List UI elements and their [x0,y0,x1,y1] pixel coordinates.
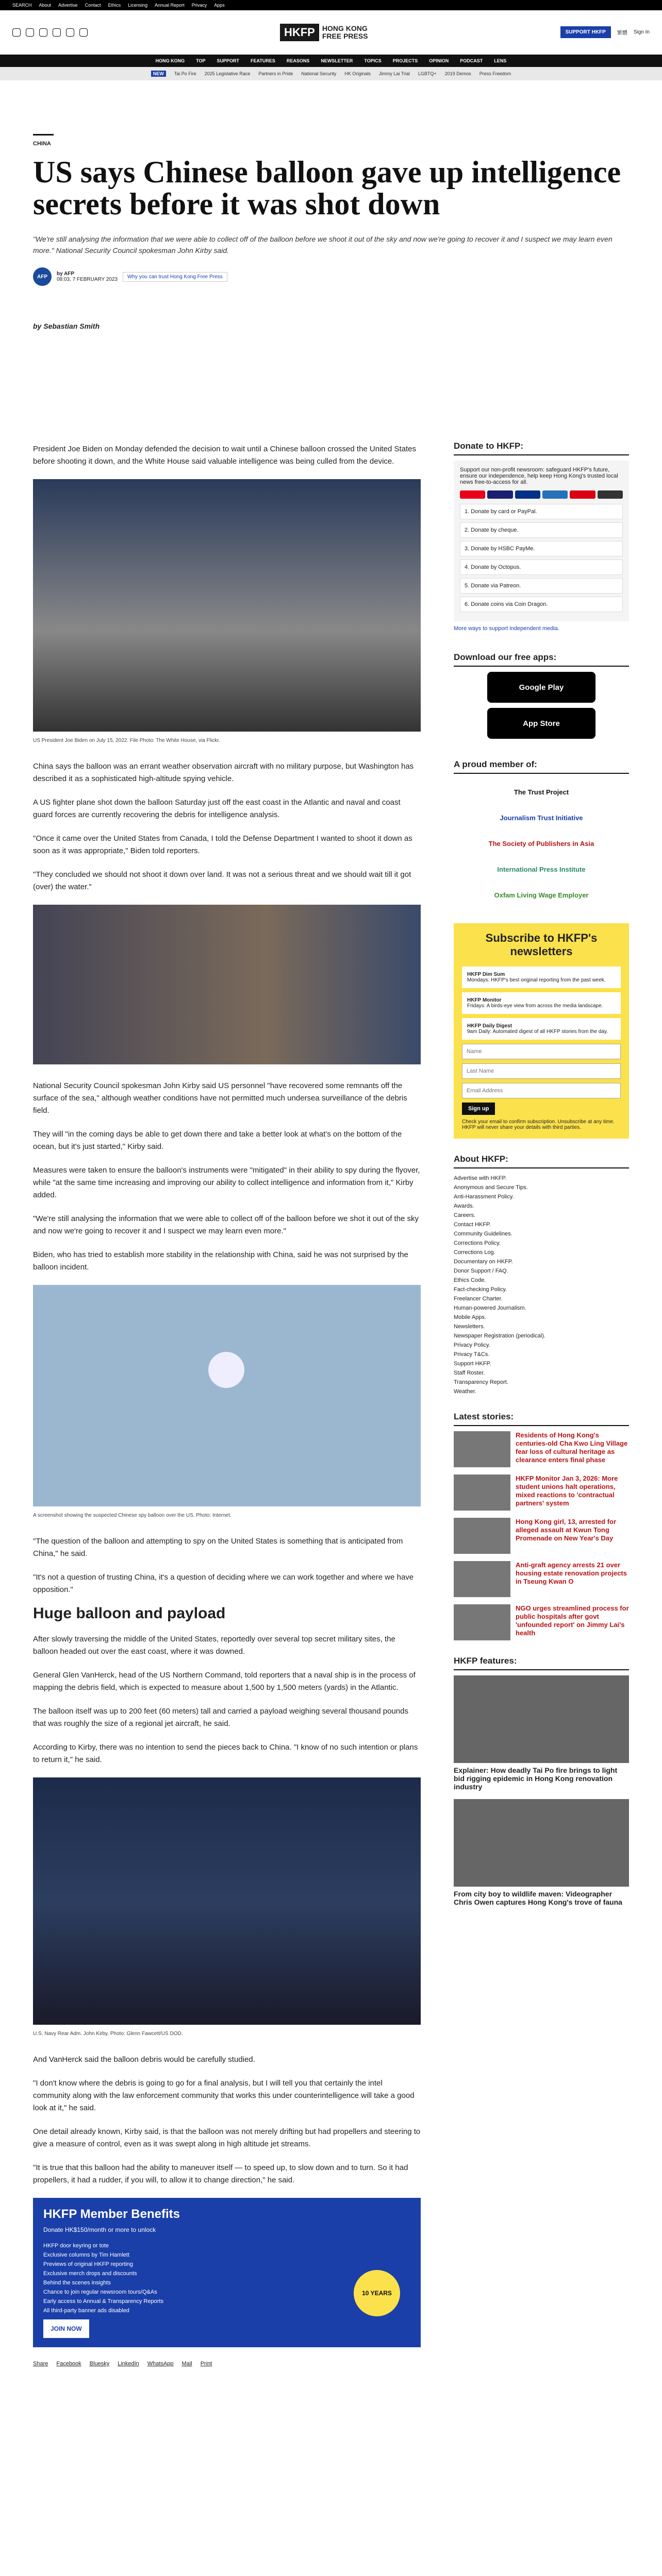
agency-avatar: AFP [33,267,52,286]
paypal-icon [515,490,540,499]
member-logo[interactable]: The Trust Project [514,788,569,796]
nav-item[interactable]: SUPPORT [217,58,240,63]
support-button[interactable]: SUPPORT HKFP [560,26,611,38]
sub-nav-item[interactable]: 2019 Demos [444,71,471,76]
google-play-button[interactable]: Google Play [487,672,595,703]
sub-nav-item[interactable]: Jimmy Lai Trial [378,71,410,76]
x-icon[interactable] [26,28,34,37]
latest-story[interactable]: Anti-graft agency arrests 21 over housing estate renovation projects in Tseung Kwan O [454,1561,629,1597]
anniversary-badge: 10 YEARS [354,2270,400,2316]
signin-link[interactable]: Sign In [633,29,650,35]
amex-icon [542,490,568,499]
donate-option[interactable]: 2. Donate by cheque. [460,522,623,538]
video-player[interactable] [33,905,421,1064]
share-print[interactable]: Print [200,2361,212,2367]
top-link[interactable]: Licensing [128,3,148,8]
sub-nav [0,67,662,80]
article-meta: AFP by AFP 08:03, 7 FEBRUARY 2023 Why you can trust Hong Kong Free Press [33,267,631,286]
main-nav [0,55,662,67]
site-header [0,10,662,55]
sub-nav-item[interactable]: Press Freedom [479,71,511,76]
nav-item[interactable]: HONG KONG [155,58,185,63]
sub-nav-item[interactable]: HK Originals [344,71,371,76]
payme-icon [570,490,595,499]
latest-story[interactable]: HKFP Monitor Jan 3, 2026: More student unions halt operations, mixed reactions to 'contractual partners' system [454,1475,629,1511]
donate-heading: Donate to HKFP: [454,441,629,455]
top-link[interactable]: Advertise [58,3,78,8]
visa-icon [487,490,512,499]
nav-item[interactable]: OPINION [429,58,449,63]
mail-icon[interactable] [66,28,74,37]
share-mail[interactable]: Mail [181,2361,192,2367]
article-header [33,134,631,330]
nav-item[interactable]: PROJECTS [392,58,418,63]
newsletter-option[interactable]: HKFP Monitor Fridays: A birds-eye view from across the media landscape. [462,992,621,1014]
latest-story[interactable]: NGO urges streamlined process for public hospitals after govt 'unfounded report' on Jimmy Lai's health [454,1604,629,1640]
member-benefits-promo[interactable]: HKFP Member Benefits Donate HK$150/month or more to unlock HKFP door keyring or tote Exclusive columns by Tim Hamlett Previews of original HKFP reporting Exclusive merch drops and discounts Behind the scenes insights Chance to join regular newsroom tours/Q&As Early access to Annual & Transparency Reports All third-party banner ads disabled JOIN NOW 10 YEARS [33,2198,421,2347]
sub-nav-item[interactable]: Tai Po Fire [174,71,196,76]
new-badge: NEW [151,71,166,77]
top-link[interactable]: Ethics [108,3,121,8]
payment-icons [460,490,623,499]
article-lead: "We're still analysing the information that we were able to collect off of the balloon before we shoot it out of the sky and now we're going to recover it and I suspect we may learn even more." National Security Council spokesman John Kirby said. [33,235,613,255]
mastercard-icon [460,490,485,499]
facebook-icon[interactable] [12,28,21,37]
category-label[interactable]: CHINA [33,134,54,147]
nav-item[interactable]: PODCAST [460,58,483,63]
latest-story[interactable]: Residents of Hong Kong's centuries-old Cha Kwo Ling Village fear loss of cultural heritage as clearance enters final phase [454,1431,629,1467]
donate-option[interactable]: 4. Donate by Octopus. [460,560,623,575]
nav-item[interactable]: TOPICS [364,58,382,63]
balloon [208,1352,244,1388]
article-body: President Joe Biden on Monday defended the decision to wait until a Chinese balloon crossed the United States before shooting it down, and the White House said valuable intelligence was being culled from the device. US President Joe Biden on July 15, 2022. File Photo: The White House, via Flickr. China says the balloon was an errant weather observation aircraft with no military purpose, but Washington has described it as a sophisticated high-altitude spying vehicle. A US fighter plane shot down the balloon Saturday just off the east coast in the Atlantic and naval and coast guard forces are currently recovering the debris for intelligence analysis. "Once it came over the United States from Canada, I told the Defense Department I wanted to shoot it down as soon as it was appropriate," Biden told reporters. "They concluded we should not shoot it down over land. It was not a serious threat and we should wait till it got (over) the water." National Security Council spokesman John Kirby said US personnel "have recovered some remnants off the surface of the sea," although weather conditions have not permitted much undersea surveillance of the debris field. They will "in the coming days be able to get down there and take a better look at what's on the bottom of the ocean, but it's just started," Kirby said. Measures were taken to ensure the balloon's instruments were "mitigated" in their ability to spy during the flyover, while "at the same time increasing and improving our ability to collect intelligence and information from it," Kirby added. "We're still analysing the information that we were able to collect off of the balloon before we shot it out of the sky and now we're going to recover it and I suspect we may learn even more." Biden, who has tried to establish more stability in the relationship with China, said he was not surprised by the balloon incident. A screenshot showing the suspected Chinese spy balloon over the US. Photo: Internet. "The question of the balloon and attempting to spy on the United States is something that is anticipated from China," he said. "It's not a question of trusting China, it's a question of deciding where we can work together and where we have opposition." Huge balloon and payload After slowly traversing the middle of the United States, reportedly over several top secret military sites, the balloon headed out over the east coast, where it was downed. General Glen VanHerck, head of the US Northern Command, told reporters that a naval ship is in the process of mapping the debris field, which is expected to measure about 1,500 by 1,500 meters (yards) in the Atlantic. The balloon itself was up to 200 feet (60 meters) tall and carried a payload weighing several thousand pounds that was roughly the size of a regional jet aircraft, he said. According to Kirby, there was no intention to send the pieces back to China. "I know of no such intention or plans to return it," he said. U.S. Navy Rear Adm. John Kirby. Photo: Glenn Fawcett/US DOD. And VanHerck said the balloon debris would be carefully studied. "I don't know where the debris is going to go for a final analysis, but I will tell you that certainly the intel community along with the law enforcement community that works this under counterintelligence will take a good look at it," he said. One detail already known, Kirby said, is that the balloon was not merely drifting but had propellers and steering to give a measure of control, even as it was swept along in high altitude jet streams. "It is true that this balloon had the ability to maneuver itself — to speed up, to slow down and to turn. So it had propellers, it had a rudder, if you will, to allow it to change direction," he said. HKFP Member Benefits Donate HK$150/month or more to unlock HKFP door keyring or tote Exclusive columns by Tim Hamlett Previews of original HKFP reporting Exclusive merch drops and discounts Behind the scenes insights Chance to join regular newsroom tours/Q&As Early access to Annual & Transparency Reports All third-party banner ads disabled JOIN NOW 10 YEARS Share Facebook Bluesky LinkedIn WhatsApp Mail Print [33,443,421,2380]
article-title: US says Chinese balloon gave up intelligence secrets before it was shot down [33,155,621,221]
feature-story[interactable]: Explainer: How deadly Tai Po fire brings to light bid rigging epidemic in Hong Kong renovation industry [454,1675,629,1791]
donate-option[interactable]: 1. Donate by card or PayPal. [460,504,623,519]
applepay-icon [598,490,623,499]
kirby-photo [33,1777,421,2025]
nav-item[interactable]: REASONS [286,58,310,63]
nav-item[interactable]: NEWSLETTER [321,58,353,63]
photo-caption: U.S. Navy Rear Adm. John Kirby. Photo: Glenn Fawcett/US DOD. [33,2031,183,2037]
newsletter-option[interactable]: HKFP Dim Sum Mondays: HKFP's best original reporting from the past week. [462,967,621,988]
nav-item[interactable]: LENS [494,58,507,63]
donate-option[interactable]: 5. Donate via Patreon. [460,578,623,594]
latest-story[interactable]: Hong Kong girl, 13, arrested for alleged assault at Kwun Tong Promenade on New Year's Day [454,1518,629,1554]
donate-option[interactable]: 6. Donate coins via Coin Dragon. [460,597,623,612]
top-link[interactable]: Privacy [191,3,207,8]
share-whatsapp[interactable]: WhatsApp [147,2361,174,2367]
share-linkedin[interactable]: LinkedIn [118,2361,139,2367]
nav-item[interactable]: FEATURES [251,58,275,63]
top-link[interactable]: Contact [85,3,101,8]
balloon-photo [33,1285,421,1506]
top-bar [0,0,662,10]
site-logo[interactable]: HKFP HONG KONG FREE PRESS [280,24,368,41]
sub-nav-item[interactable]: Partners in Pride [258,71,293,76]
share-bar: Share Facebook Bluesky LinkedIn WhatsApp Mail Print [33,2358,421,2370]
email-field[interactable] [462,1083,621,1098]
member-logo[interactable]: Journalism Trust Initiative [500,814,583,822]
donate-box: Support our non-profit newsroom: safeguard HKFP's future, ensure our independence, help keep Hong Kong's trusted local news free-to-access for all. 1. Donate by card or PayPal. 2. Donate by cheque. 3. Donate by HSBC PayMe. 4. Donate by Octopus. 5. Donate via Patreon. 6. Donate coins via Coin Dragon. [454,461,629,621]
youtube-icon[interactable] [53,28,61,37]
sub-nav-item[interactable]: National Security [301,71,337,76]
app-store-button[interactable]: App Store [487,708,595,739]
instagram-icon[interactable] [39,28,47,37]
top-link[interactable]: About [39,3,52,8]
photo-caption: US President Joe Biden on July 15, 2022. File Photo: The White House, via Flickr. [33,738,220,743]
sidebar: Donate to HKFP: Support our non-profit newsroom: safeguard HKFP's future, ensure our independence, help keep Hong Kong's trusted local news free-to-access for all. 1. Donate by card or PayPal. 2. Donate by cheque. 3. Donate by HSBC PayMe. 4. Donate by Octopus. 5. Donate via Patreon. 6. Donate coins via Coin Dragon. More ways to support independent media. Download our free apps: Google Play App Store A proud member of: The Trust Project Journalism Trust Initiative The Society of Publishers in Asia International Press Institute Oxfam Living Wage Employer Subscribe to HKFP's newsletters HKFP Dim Sum Mondays: HKFP's best original reporting from the past week. HKFP Monitor Fridays: A birds-eye view from across the media landscape. HKFP Daily Digest 9am Daily: Automated digest of all HKFP stories from the day. Name Last Name Email Address Sign up Check your email to confirm subscription. Unsubscribe at any time. HKFP will never share your details with third parties. About HKFP: Advertise with HKFP. Anonymous and Secure Tips. Anti-Harassment Policy. Awards. Careers. Contact HKFP. Community Guidelines. Corrections Policy. Corrections Log. Documentary on HKFP. Donor Support / FAQ. Ethics Code. Fact-checking Policy. Freelancer Charter. Human-powered Journalism. Mobile Apps. Newsletters. Newspaper Registration (periodical). Privacy Policy. Privacy T&Cs. Support HKFP. Staff Roster. Transparency Report. Weather. Latest stories: Residents of Hong Kong's centuries-old Cha Kwo Ling Village fear loss of cultural heritage as clearance enters final phase HKFP Monitor Jan 3, 2026: More student unions halt operations, mixed reactions to 'contractual partners' system Hong Kong girl, 13, arrested for alleged assault at Kwun Tong Promenade on New Year's Day Anti-graft agency arrests 21 over housing estate renovation projects in Tseung Kwan O NGO urges streamlined process for public hospitals after govt 'unfounded report' on Jimmy Lai's health HKFP features: Explainer: How deadly Tai Po fire brings to light bid rigging epidemic in Hong Kong renovation industry From city boy to wildlife maven: Videographer Chris Owen captures Hong Kong's trove of fauna [454,441,629,1914]
photo-caption: A screenshot showing the suspected Chinese spy balloon over the US. Photo: Internet. [33,1513,231,1518]
signup-button[interactable]: Sign up [462,1103,495,1115]
nav-item[interactable]: TOP [196,58,206,63]
join-button[interactable]: JOIN NOW [43,2319,89,2338]
top-link[interactable]: Apps [214,3,225,8]
about-list: Advertise with HKFP. Anonymous and Secure Tips. Anti-Harassment Policy. Awards. Careers. Contact HKFP. Community Guidelines. Corrections Policy. Corrections Log. Documentary on HKFP. Donor Support / FAQ. Ethics Code. Fact-checking Policy. Freelancer Charter. Human-powered Journalism. Mobile Apps. Newsletters. Newspaper Registration (periodical). Privacy Policy. Privacy T&Cs. Support HKFP. Staff Roster. Transparency Report. Weather. [454,1175,545,1395]
share-facebook[interactable]: Facebook [56,2361,81,2367]
first-name-field[interactable] [462,1044,621,1059]
sub-nav-item[interactable]: 2025 Legislative Race [204,71,251,76]
trust-link[interactable]: Why you can trust Hong Kong Free Press [123,272,227,282]
language-link[interactable]: 繁體 [617,30,627,36]
byline: by Sebastian Smith [33,322,100,330]
member-logo[interactable]: International Press Institute [497,865,586,873]
member-logo[interactable]: Oxfam Living Wage Employer [494,891,589,899]
more-ways-link[interactable]: More ways to support independent media. [454,625,559,632]
share-bluesky[interactable]: Bluesky [89,2361,110,2367]
newsletter-option[interactable]: HKFP Daily Digest 9am Daily: Automated digest of all HKFP stories from the day. [462,1018,621,1040]
social-icons [12,28,88,37]
sub-nav-item[interactable]: LGBTQ+ [418,71,437,76]
member-logo[interactable]: The Society of Publishers in Asia [488,839,594,848]
top-link[interactable]: Annual Report [155,3,185,8]
newsletter-box: Subscribe to HKFP's newsletters HKFP Dim Sum Mondays: HKFP's best original reporting from the past week. HKFP Monitor Fridays: A birds-eye view from across the media landscape. HKFP Daily Digest 9am Daily: Automated digest of all HKFP stories from the day. Name Last Name Email Address Sign up Check your email to confirm subscription. Unsubscribe at any time. HKFP will never share your details with third parties. [454,923,629,1139]
donate-option[interactable]: 3. Donate by HSBC PayMe. [460,541,623,556]
last-name-field[interactable] [462,1063,621,1079]
rss-icon[interactable] [79,28,88,37]
top-link[interactable]: SEARCH [12,3,32,8]
section-heading: Huge balloon and payload [33,1605,226,1622]
feature-story[interactable]: From city boy to wildlife maven: Videographer Chris Owen captures Hong Kong's trove of fauna [454,1799,629,1906]
biden-photo [33,479,421,732]
